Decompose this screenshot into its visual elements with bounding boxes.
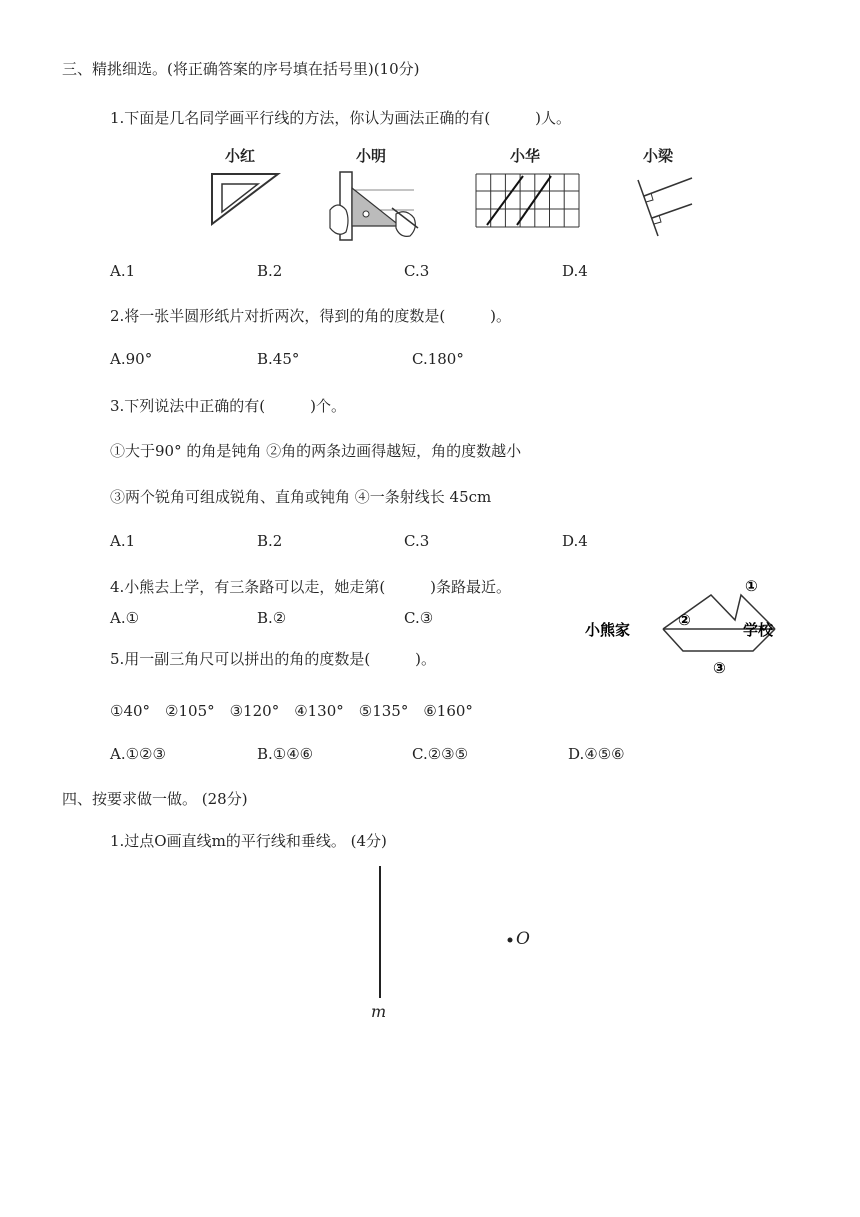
- q4-option-a: A.①: [110, 609, 140, 627]
- point-o-label: O: [516, 929, 530, 949]
- xiaohong-triangle-figure: [208, 168, 288, 228]
- route-map-figure: [585, 565, 785, 680]
- map-school-label: 学校: [743, 621, 774, 639]
- q3-statement-line2: ③两个锐角可组成锐角、直角或钝角 ④一条射线长 45cm: [110, 488, 492, 506]
- map-home-label: 小熊家: [585, 621, 631, 639]
- line-m-point-o-figure: [360, 860, 560, 1030]
- q3-option-c: C.3: [404, 532, 430, 550]
- figure-label-xiaoming: 小明: [356, 147, 387, 165]
- q2-option-a: A.90°: [110, 350, 153, 368]
- q1-option-a: A.1: [110, 262, 136, 280]
- figure-label-xiaoliang: 小梁: [643, 147, 674, 165]
- q5-option-b: B.①④⑥: [257, 745, 314, 763]
- q5-option-d: D.④⑤⑥: [568, 745, 625, 763]
- map-route-1-label: ①: [745, 577, 758, 595]
- q1-option-d: D.4: [562, 262, 588, 280]
- figure-label-xiaohong: 小红: [225, 147, 256, 165]
- q3-text: 3.下列说法中正确的有( )个。: [110, 397, 347, 415]
- xiaohua-grid-figure: [475, 173, 581, 229]
- q3-option-d: D.4: [562, 532, 588, 550]
- q1-option-c: C.3: [404, 262, 430, 280]
- q5-text: 5.用一副三角尺可以拼出的角的度数是( )。: [110, 650, 437, 668]
- figure-label-xiaohua: 小华: [510, 147, 541, 165]
- xiaoming-ruler-figure: [322, 170, 422, 242]
- q2-option-b: B.45°: [257, 350, 300, 368]
- s4-q1-text: 1.过点O画直线m的平行线和垂线。 (4分): [110, 832, 387, 850]
- q4-text: 4.小熊去上学，有三条路可以走，她走第( )条路最近。: [110, 578, 512, 596]
- q2-option-c: C.180°: [412, 350, 464, 368]
- q5-option-a: A.①②③: [110, 745, 166, 763]
- section4-title: 四、按要求做一做。 (28分): [62, 790, 248, 808]
- q4-option-c: C.③: [404, 609, 434, 627]
- q3-statement-line1: ①大于90° 的角是钝角 ②角的两条边画得越短，角的度数越小: [110, 442, 522, 460]
- xiaoliang-perpendicular-figure: [636, 172, 696, 240]
- map-route-3-label: ③: [713, 659, 726, 677]
- q2-text: 2.将一张半圆形纸片对折两次，得到的角的度数是( )。: [110, 307, 512, 325]
- q1-option-b: B.2: [257, 262, 283, 280]
- line-m-label: m: [371, 1002, 387, 1021]
- q3-option-a: A.1: [110, 532, 136, 550]
- q4-option-b: B.②: [257, 609, 287, 627]
- section3-title: 三、精挑细选。(将正确答案的序号填在括号里)(10分): [62, 60, 420, 78]
- q3-option-b: B.2: [257, 532, 283, 550]
- q1-text: 1.下面是几名同学画平行线的方法，你认为画法正确的有( )人。: [110, 109, 572, 127]
- q5-choices: ①40° ②105° ③120° ④130° ⑤135° ⑥160°: [110, 702, 473, 720]
- q5-option-c: C.②③⑤: [412, 745, 469, 763]
- map-route-2-label: ②: [678, 611, 691, 629]
